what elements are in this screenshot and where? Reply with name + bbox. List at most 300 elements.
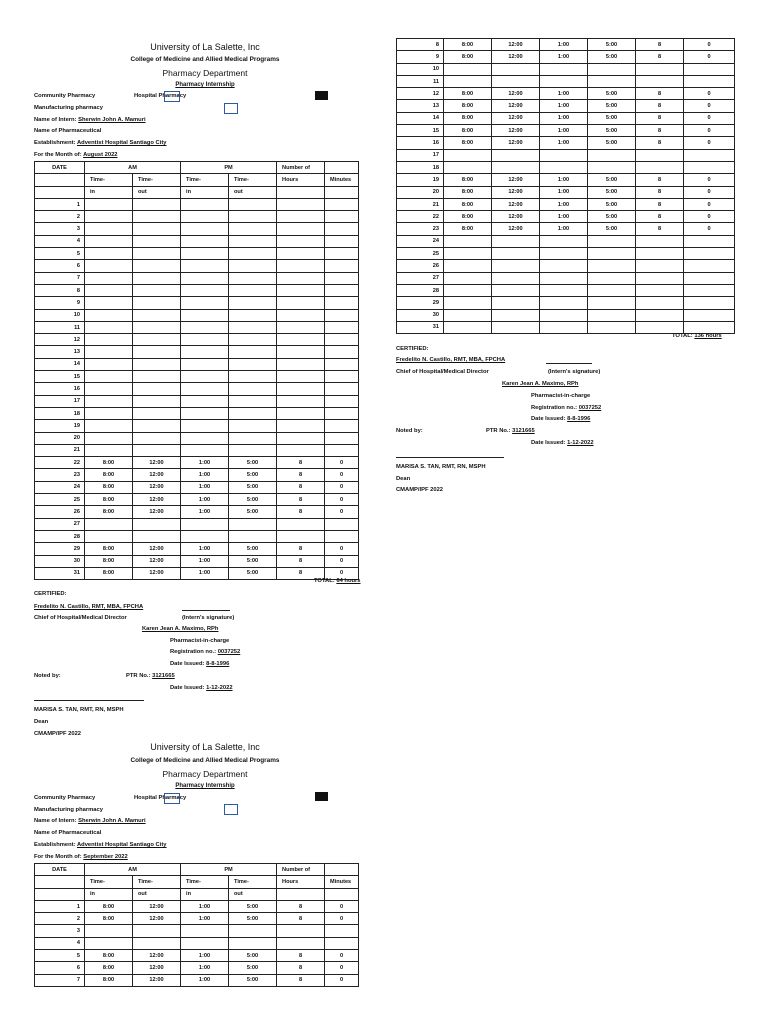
pm-time-in-cell: 1:00 <box>540 211 588 223</box>
dtr-table-august <box>34 161 359 580</box>
hours-cell <box>636 284 684 296</box>
table-row <box>397 260 735 272</box>
am-time-in-cell <box>444 272 492 284</box>
am-time-out-cell: 12:00 <box>133 543 181 555</box>
pm-time-in-cell <box>181 937 229 949</box>
date-cell: 26 <box>35 506 85 518</box>
registration-number: 0037252 <box>578 405 602 411</box>
pm-time-in-cell: 1:00 <box>540 51 588 63</box>
pm-time-in-cell: 1:00 <box>540 198 588 210</box>
date-cell: 21 <box>35 444 85 456</box>
pm-time-in-cell <box>181 925 229 937</box>
minutes-cell: 0 <box>325 950 359 962</box>
hours-cell: 8 <box>277 555 325 567</box>
am-time-out-cell <box>133 407 181 419</box>
pm-time-out-cell <box>229 235 277 247</box>
table-row <box>35 925 359 937</box>
pm-time-out-cell <box>229 925 277 937</box>
director-title: Chief of Hospital/Medical Director <box>396 369 489 375</box>
hours-cell <box>277 346 325 358</box>
minutes-cell: 0 <box>325 974 359 986</box>
minutes-cell <box>684 321 735 333</box>
time-in-header-2: in <box>181 186 229 198</box>
table-row <box>35 235 359 247</box>
table-row <box>35 407 359 419</box>
am-time-out-cell <box>492 63 540 75</box>
pm-time-out-cell <box>229 334 277 346</box>
date-cell: 4 <box>35 937 85 949</box>
minutes-cell <box>325 309 359 321</box>
minutes-cell: 0 <box>325 481 359 493</box>
am-time-out-cell <box>492 248 540 260</box>
pm-time-in-cell <box>181 272 229 284</box>
pm-time-out-cell: 5:00 <box>588 51 636 63</box>
establishment-name: Adventist Hospital Santiago City <box>76 842 167 848</box>
table-row <box>35 974 359 986</box>
table-row <box>35 358 359 370</box>
hours-cell <box>277 937 325 949</box>
pm-time-in-cell <box>181 297 229 309</box>
hours-cell <box>636 75 684 87</box>
am-time-out-cell: 12:00 <box>492 198 540 210</box>
manufacturing-pharmacy-label: Manufacturing pharmacy <box>34 105 103 111</box>
hours-cell <box>636 161 684 173</box>
date-cell: 15 <box>397 125 444 137</box>
pharmacist-name: Karen Jean A. Maximo, RPh <box>142 626 219 632</box>
number-of-header: Number of <box>277 162 325 174</box>
date-cell: 8 <box>397 39 444 51</box>
pm-time-out-cell <box>588 260 636 272</box>
pm-time-out-cell <box>229 297 277 309</box>
am-time-in-cell <box>85 334 133 346</box>
date-cell: 19 <box>35 420 85 432</box>
am-time-out-cell <box>133 334 181 346</box>
date-issued-value: 8-8-1996 <box>567 416 591 422</box>
minutes-cell <box>684 248 735 260</box>
am-time-in-cell <box>444 260 492 272</box>
hours-cell <box>277 432 325 444</box>
table-row <box>397 39 735 51</box>
pm-time-out-cell <box>229 223 277 235</box>
minutes-cell <box>684 149 735 161</box>
pm-time-out-cell <box>229 432 277 444</box>
total-label: TOTAL: <box>672 333 693 339</box>
pm-time-in-cell: 1:00 <box>540 223 588 235</box>
dean-signature-line <box>34 700 144 701</box>
date-cell: 23 <box>397 223 444 235</box>
minutes-cell <box>325 530 359 542</box>
am-time-in-cell: 8:00 <box>85 974 133 986</box>
am-time-out-cell: 12:00 <box>133 494 181 506</box>
date-cell: 30 <box>35 555 85 567</box>
minutes-cell: 0 <box>325 567 359 579</box>
table-row <box>397 211 735 223</box>
am-time-in-cell <box>85 223 133 235</box>
checked-box <box>315 792 328 801</box>
pm-time-in-cell <box>181 334 229 346</box>
pm-time-out-cell: 5:00 <box>588 125 636 137</box>
unchecked-box <box>224 103 238 114</box>
table-row <box>35 900 359 912</box>
hours-cell <box>277 518 325 530</box>
am-time-out-cell: 12:00 <box>133 567 181 579</box>
date-cell: 27 <box>35 518 85 530</box>
am-time-in-cell: 8:00 <box>444 174 492 186</box>
minutes-cell <box>325 444 359 456</box>
am-time-in-cell <box>85 530 133 542</box>
date-cell: 17 <box>35 395 85 407</box>
pm-time-in-cell <box>181 248 229 260</box>
table-row <box>397 125 735 137</box>
table-row <box>397 51 735 63</box>
minutes-cell <box>325 284 359 296</box>
am-time-out-cell: 12:00 <box>492 211 540 223</box>
hours-cell: 8 <box>636 88 684 100</box>
minutes-cell <box>325 432 359 444</box>
hours-cell <box>277 223 325 235</box>
pm-time-in-cell <box>181 432 229 444</box>
minutes-cell <box>684 284 735 296</box>
pm-time-in-cell: 1:00 <box>181 469 229 481</box>
pm-time-in-cell <box>181 420 229 432</box>
pm-time-out-cell <box>588 248 636 260</box>
intern-signature-label: (Intern's signature) <box>182 615 235 621</box>
checked-box <box>315 91 328 100</box>
am-time-in-cell <box>85 444 133 456</box>
table-row <box>35 506 359 518</box>
date-cell: 10 <box>35 309 85 321</box>
signature-line <box>546 363 592 364</box>
table-row <box>35 198 359 210</box>
total-label: TOTAL: <box>314 578 335 584</box>
pm-header: PM <box>181 162 277 174</box>
total-value: 136 hours <box>694 333 722 339</box>
minutes-cell <box>325 260 359 272</box>
hours-cell <box>277 248 325 260</box>
pm-time-out-cell <box>229 530 277 542</box>
dtr-table-continuation <box>396 38 735 334</box>
am-time-in-cell <box>85 407 133 419</box>
pm-time-in-cell <box>540 321 588 333</box>
pm-time-in-cell: 1:00 <box>181 457 229 469</box>
am-time-out-cell <box>133 272 181 284</box>
date-cell: 11 <box>35 321 85 333</box>
pm-time-out-cell <box>229 518 277 530</box>
hours-cell <box>277 284 325 296</box>
pm-time-in-cell: 1:00 <box>181 555 229 567</box>
am-time-out-cell <box>492 260 540 272</box>
am-time-in-cell: 8:00 <box>85 962 133 974</box>
minutes-header: Minutes <box>325 876 359 888</box>
date-cell: 31 <box>35 567 85 579</box>
am-time-in-cell: 8:00 <box>85 913 133 925</box>
pm-time-out-cell <box>229 248 277 260</box>
am-time-in-cell <box>444 161 492 173</box>
hours-cell: 8 <box>277 543 325 555</box>
community-pharmacy-label: Community Pharmacy <box>34 93 96 99</box>
ptr-number: 3121665 <box>152 673 175 679</box>
hours-cell: 8 <box>636 211 684 223</box>
pm-time-out-cell: 5:00 <box>588 198 636 210</box>
dean-name: MARISA S. TAN, RMT, RN, MSPH <box>34 707 124 713</box>
minutes-cell: 0 <box>684 137 735 149</box>
date-cell: 11 <box>397 75 444 87</box>
pm-time-in-cell <box>181 518 229 530</box>
date-cell: 24 <box>397 235 444 247</box>
am-time-in-cell: 8:00 <box>85 457 133 469</box>
minutes-cell: 0 <box>684 125 735 137</box>
pm-time-out-cell <box>229 358 277 370</box>
date-cell: 30 <box>397 309 444 321</box>
am-time-out-cell <box>133 371 181 383</box>
ptr-number: 3121665 <box>512 428 535 434</box>
pm-time-in-cell <box>181 284 229 296</box>
time-out-header: Time- <box>229 174 277 186</box>
minutes-cell: 0 <box>684 186 735 198</box>
table-row <box>397 284 735 296</box>
minutes-cell <box>325 925 359 937</box>
time-out-header: Time- <box>133 174 181 186</box>
am-time-in-cell <box>444 321 492 333</box>
date-cell: 6 <box>35 260 85 272</box>
am-time-out-cell <box>492 284 540 296</box>
am-time-out-cell: 12:00 <box>133 457 181 469</box>
table-row <box>35 567 359 579</box>
am-time-in-cell <box>85 211 133 223</box>
pm-time-in-cell <box>181 198 229 210</box>
minutes-cell: 0 <box>684 211 735 223</box>
minutes-cell <box>325 235 359 247</box>
am-time-in-cell <box>85 395 133 407</box>
am-time-in-cell <box>444 75 492 87</box>
am-time-in-cell <box>444 297 492 309</box>
empty-header-cell <box>325 864 359 876</box>
table-row <box>35 321 359 333</box>
am-time-in-cell: 8:00 <box>85 555 133 567</box>
pharmaceutical-label: Name of Pharmaceutical <box>34 128 102 134</box>
am-time-in-cell: 8:00 <box>444 112 492 124</box>
hours-cell: 8 <box>636 51 684 63</box>
table-row <box>397 235 735 247</box>
date-cell: 21 <box>397 198 444 210</box>
hours-cell <box>636 248 684 260</box>
pm-time-out-cell <box>229 407 277 419</box>
hours-cell: 8 <box>277 457 325 469</box>
minutes-cell <box>325 358 359 370</box>
hours-header: Hours <box>277 876 325 888</box>
pharmaceutical-label: Name of Pharmaceutical <box>34 830 102 836</box>
am-time-in-cell <box>444 284 492 296</box>
am-time-out-cell <box>133 518 181 530</box>
am-time-in-cell: 8:00 <box>444 223 492 235</box>
minutes-cell <box>325 346 359 358</box>
pm-time-out-cell <box>588 321 636 333</box>
table-row <box>35 494 359 506</box>
pm-time-out-cell: 5:00 <box>588 174 636 186</box>
am-time-in-cell: 8:00 <box>444 88 492 100</box>
minutes-cell <box>684 161 735 173</box>
dean-title: Dean <box>396 476 411 482</box>
hospital-pharmacy-label: Hospital Pharmacy <box>134 795 187 801</box>
pm-time-in-cell <box>540 260 588 272</box>
pm-time-in-cell <box>540 63 588 75</box>
am-time-out-cell <box>133 925 181 937</box>
time-out-header: Time- <box>229 876 277 888</box>
date-cell: 25 <box>397 248 444 260</box>
am-time-out-cell: 12:00 <box>492 51 540 63</box>
hours-cell <box>277 420 325 432</box>
minutes-cell: 0 <box>684 174 735 186</box>
am-time-out-cell <box>133 432 181 444</box>
pm-time-out-cell <box>588 272 636 284</box>
hours-cell: 8 <box>636 174 684 186</box>
table-row <box>35 962 359 974</box>
am-time-out-cell <box>133 530 181 542</box>
am-time-out-cell: 12:00 <box>492 223 540 235</box>
hours-cell <box>277 383 325 395</box>
pm-time-in-cell <box>540 272 588 284</box>
am-time-in-cell: 8:00 <box>85 481 133 493</box>
pm-time-in-cell <box>181 395 229 407</box>
time-out-header-2: out <box>133 186 181 198</box>
director-name: Fredelito N. Castillo, RMT, MBA, FPCHA <box>34 604 144 610</box>
am-time-out-cell: 12:00 <box>133 913 181 925</box>
am-time-out-cell <box>133 223 181 235</box>
hours-cell: 8 <box>277 900 325 912</box>
table-row <box>397 272 735 284</box>
am-time-out-cell <box>492 149 540 161</box>
date-cell: 20 <box>397 186 444 198</box>
pm-time-out-cell <box>229 260 277 272</box>
pm-time-out-cell: 5:00 <box>229 567 277 579</box>
am-time-out-cell <box>492 309 540 321</box>
table-row <box>35 334 359 346</box>
pm-time-out-cell <box>229 383 277 395</box>
pm-time-in-cell: 1:00 <box>540 125 588 137</box>
date-cell: 14 <box>35 358 85 370</box>
am-time-out-cell: 12:00 <box>492 39 540 51</box>
cmamp-label: CMAMP/IPF 2022 <box>396 487 444 493</box>
pm-time-out-cell <box>588 309 636 321</box>
date-cell: 9 <box>397 51 444 63</box>
hours-cell <box>277 260 325 272</box>
minutes-cell <box>325 321 359 333</box>
date-cell: 1 <box>35 900 85 912</box>
table-row <box>35 530 359 542</box>
date-cell: 10 <box>397 63 444 75</box>
pm-time-in-cell: 1:00 <box>181 494 229 506</box>
table-row <box>35 395 359 407</box>
pm-time-in-cell <box>181 223 229 235</box>
date-cell: 29 <box>397 297 444 309</box>
time-out-header-2: out <box>229 888 277 900</box>
am-time-in-cell: 8:00 <box>85 469 133 481</box>
date-cell: 23 <box>35 469 85 481</box>
am-time-out-cell <box>133 383 181 395</box>
table-row <box>35 211 359 223</box>
am-time-in-cell <box>85 925 133 937</box>
pm-time-in-cell <box>540 297 588 309</box>
am-time-out-cell <box>492 75 540 87</box>
date-cell: 9 <box>35 297 85 309</box>
date-cell: 12 <box>397 88 444 100</box>
dean-signature-line <box>396 457 504 458</box>
minutes-cell <box>325 211 359 223</box>
pm-time-in-cell <box>181 309 229 321</box>
pm-time-out-cell <box>229 371 277 383</box>
hours-cell <box>636 321 684 333</box>
am-time-out-cell <box>492 272 540 284</box>
pm-time-out-cell: 5:00 <box>229 555 277 567</box>
cmamp-label: CMAMP/IPF 2022 <box>34 731 82 737</box>
date-cell: 31 <box>397 321 444 333</box>
department-title: Pharmacy Department <box>162 68 248 78</box>
am-time-in-cell <box>85 248 133 260</box>
date-header: DATE <box>35 864 85 876</box>
dean-name: MARISA S. TAN, RMT, RN, MSPH <box>396 464 486 470</box>
table-row <box>397 75 735 87</box>
am-time-out-cell <box>133 248 181 260</box>
registration-label: Registration no.: <box>170 649 217 655</box>
am-time-out-cell <box>133 358 181 370</box>
date-issued-value: 1-12-2022 <box>567 440 594 446</box>
am-time-out-cell <box>133 309 181 321</box>
date-cell: 24 <box>35 481 85 493</box>
pm-time-in-cell <box>181 530 229 542</box>
table-row <box>397 100 735 112</box>
director-name: Fredelito N. Castillo, RMT, MBA, FPCHA <box>396 357 506 363</box>
table-row <box>397 63 735 75</box>
minutes-cell <box>684 297 735 309</box>
time-out-header-2: out <box>133 888 181 900</box>
date-cell: 14 <box>397 112 444 124</box>
table-row <box>35 297 359 309</box>
registration-label: Registration no.: <box>531 405 578 411</box>
am-time-in-cell: 8:00 <box>85 567 133 579</box>
pm-time-out-cell: 5:00 <box>229 457 277 469</box>
minutes-cell: 0 <box>684 88 735 100</box>
pm-time-out-cell: 5:00 <box>588 112 636 124</box>
table-row <box>397 297 735 309</box>
am-time-out-cell <box>133 937 181 949</box>
am-time-in-cell <box>85 346 133 358</box>
minutes-cell: 0 <box>325 494 359 506</box>
pm-time-out-cell: 5:00 <box>229 950 277 962</box>
pm-time-in-cell <box>181 346 229 358</box>
date-cell: 15 <box>35 371 85 383</box>
date-cell: 22 <box>397 211 444 223</box>
am-time-out-cell: 12:00 <box>133 481 181 493</box>
am-time-out-cell <box>133 211 181 223</box>
date-cell: 16 <box>35 383 85 395</box>
hours-cell <box>277 925 325 937</box>
community-pharmacy-label: Community Pharmacy <box>34 795 96 801</box>
ptr-label: PTR No.: <box>126 673 151 679</box>
pm-time-out-cell: 5:00 <box>588 137 636 149</box>
table-row <box>397 174 735 186</box>
university-title: University of La Salette, Inc <box>150 742 260 752</box>
hours-cell: 8 <box>636 112 684 124</box>
minutes-cell <box>325 395 359 407</box>
date-cell: 5 <box>35 950 85 962</box>
am-time-out-cell: 12:00 <box>133 506 181 518</box>
am-time-in-cell: 8:00 <box>444 198 492 210</box>
hours-cell: 8 <box>277 506 325 518</box>
table-row <box>35 309 359 321</box>
hours-cell: 8 <box>277 469 325 481</box>
am-time-in-cell <box>85 358 133 370</box>
am-header: AM <box>85 864 181 876</box>
